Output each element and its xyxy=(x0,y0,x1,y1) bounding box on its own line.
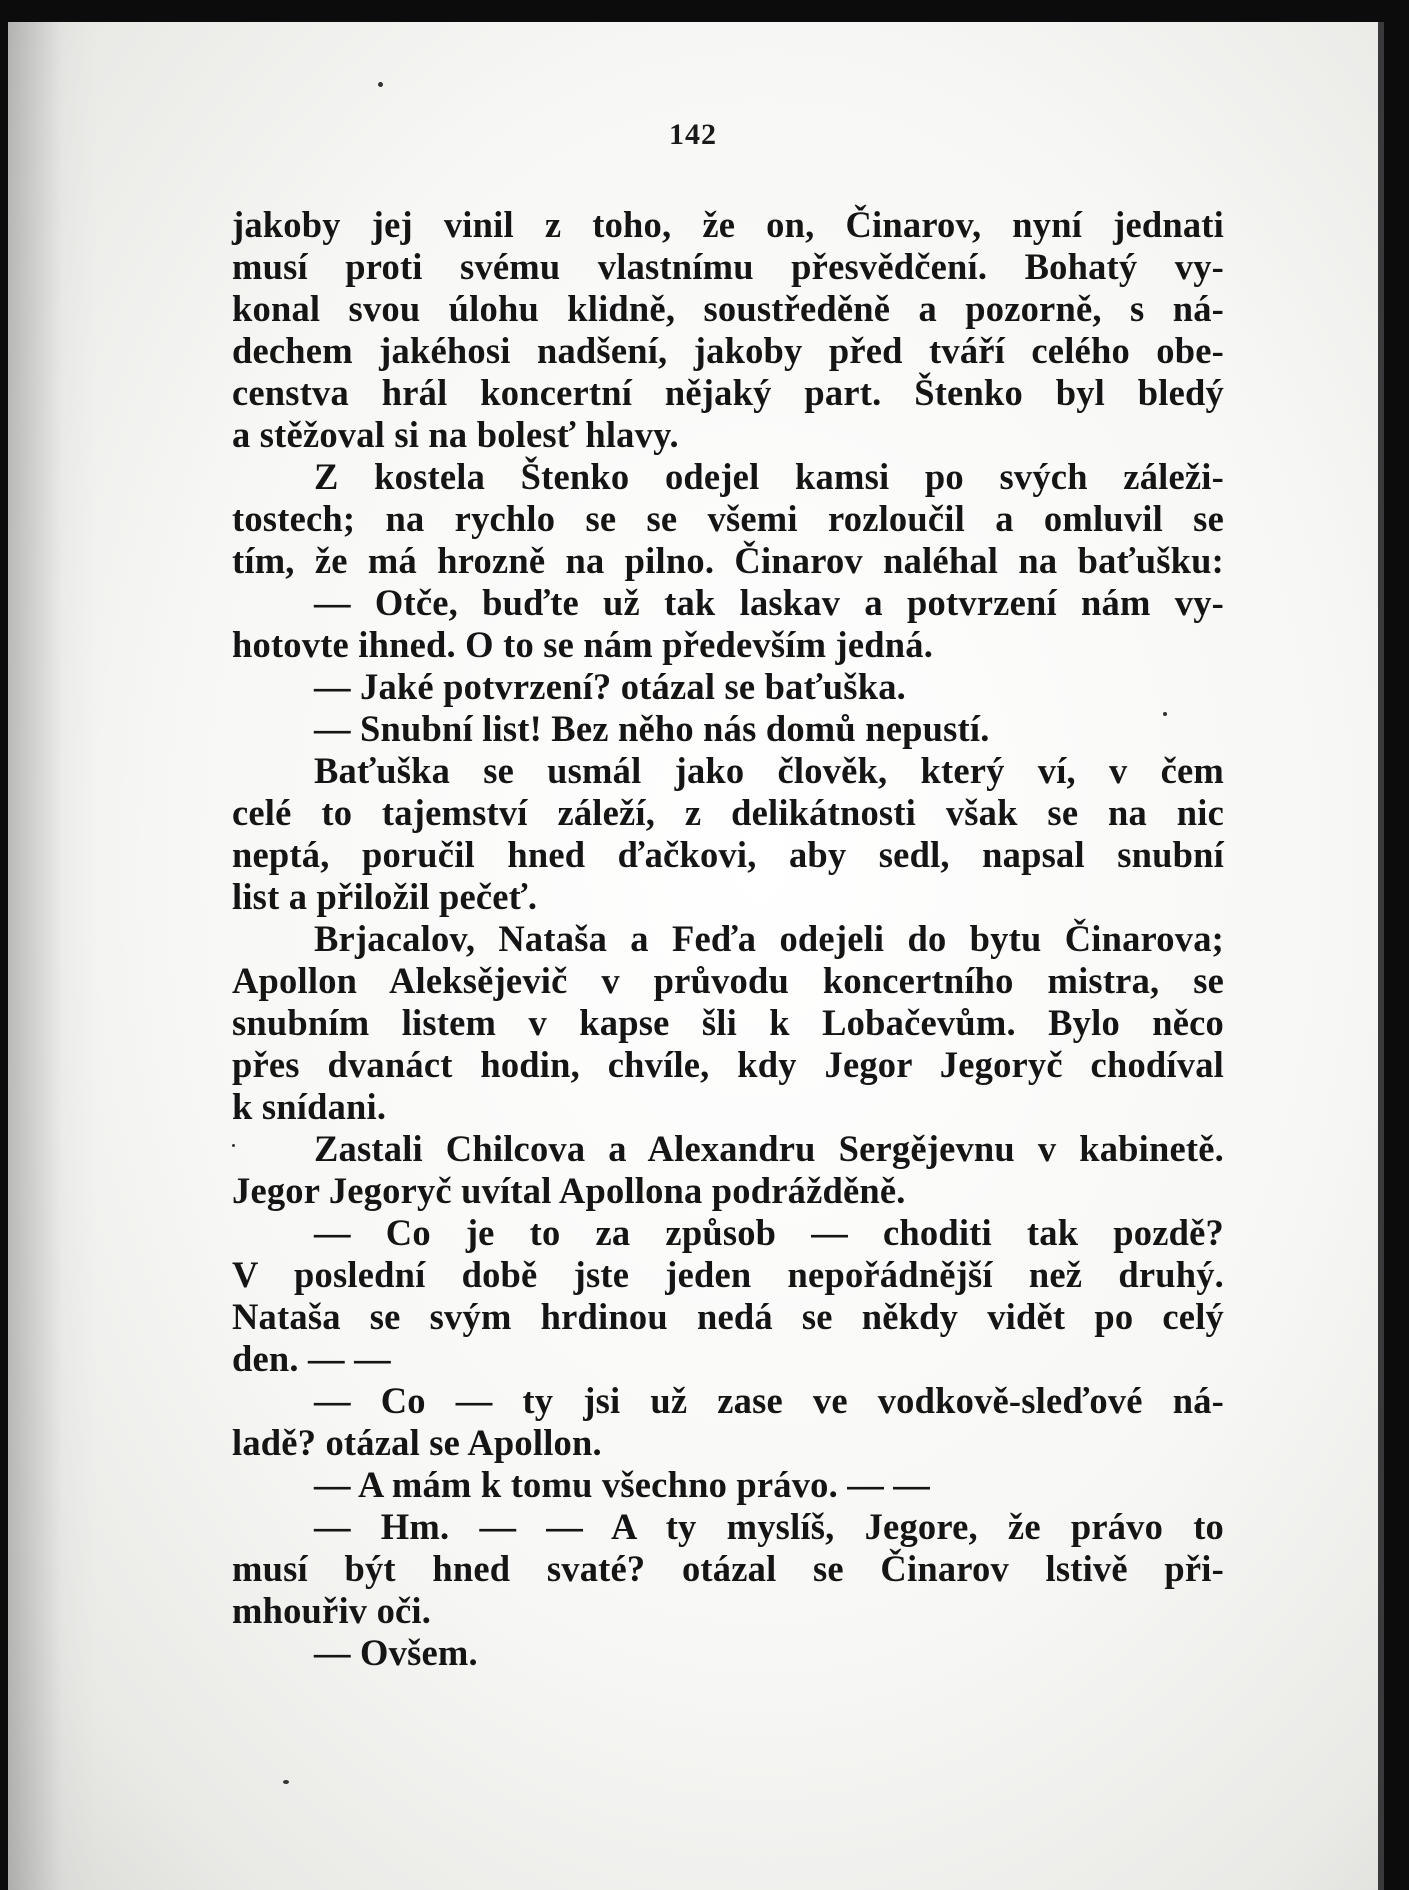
text-line: — Co je to za způsob — choditi tak pozdě? xyxy=(314,1212,1224,1253)
text-line: přes dvanáct hodin, chvíle, kdy Jegor Jegoryč chodíval xyxy=(232,1044,1224,1085)
text-line: — Otče, buďte už tak laskav a potvrzení nám vy- xyxy=(314,582,1224,623)
text-line: tostech; na rychlo se se všemi rozloučil a omluvil se xyxy=(232,498,1224,539)
text-line: celé to tajemství záleží, z delikátnosti však se na nic xyxy=(232,792,1224,833)
text-line: Nataša se svým hrdinou nedá se někdy vidět po celý xyxy=(232,1296,1224,1337)
text-line: censtva hrál koncertní nějaký part. Štenko byl bledý xyxy=(232,372,1224,413)
text-line: tím, že má hrozně na pilno. Činarov naléhal na baťušku: xyxy=(232,540,1224,581)
body-text xyxy=(232,204,1224,1674)
text-line: musí být hned svaté? otázal se Činarov lstivě při- xyxy=(232,1548,1224,1589)
text-line: — Ovšem. xyxy=(314,1632,478,1673)
text-line: konal svou úlohu klidně, soustředěně a pozorně, s ná- xyxy=(232,288,1224,329)
text-line: Baťuška se usmál jako člověk, který ví, v čem xyxy=(314,750,1224,791)
scan-speck xyxy=(1163,712,1167,716)
text-line: Zastali Chilcova a Alexandru Sergějevnu v kabinetě. xyxy=(314,1128,1224,1169)
text-line: — Snubní list! Bez něho nás domů nepustí. xyxy=(314,708,990,749)
scan-speck xyxy=(378,82,383,87)
text-line: Jegor Jegoryč uvítal Apollona podrážděně. xyxy=(232,1170,906,1211)
page-number: 142 xyxy=(669,118,717,151)
text-line: list a přiložil pečeť. xyxy=(232,876,538,917)
scan-speck xyxy=(283,1780,289,1784)
text-line: — A mám k tomu všechno právo. — — xyxy=(314,1464,930,1505)
text-line: Apollon Aleksějevič v průvodu koncertního mistra, se xyxy=(232,960,1224,1001)
text-line: — Co — ty jsi už zase ve vodkově-sleďové ná- xyxy=(314,1380,1224,1421)
text-line: hotovte ihned. O to se nám především jedná. xyxy=(232,624,934,665)
text-line: snubním listem v kapse šli k Lobačevům. Bylo něco xyxy=(232,1002,1224,1043)
text-line: k snídani. xyxy=(232,1086,387,1127)
text-line: neptá, poručil hned ďačkovi, aby sedl, napsal snubní xyxy=(232,834,1224,875)
text-line: mhouřiv oči. xyxy=(232,1590,432,1631)
scan-speck xyxy=(232,1144,235,1147)
text-line: Brjacalov, Nataša a Feďa odejeli do bytu Činarova; xyxy=(314,918,1224,959)
text-line: den. — — xyxy=(232,1338,391,1379)
text-line: — Hm. — — A ty myslíš, Jegore, že právo to xyxy=(314,1506,1224,1547)
text-line: a stěžoval si na bolesť hlavy. xyxy=(232,414,679,455)
text-line: musí proti svému vlastnímu přesvědčení. Bohatý vy- xyxy=(232,246,1224,287)
text-line: jakoby jej vinil z toho, že on, Činarov, nyní jednati xyxy=(232,204,1224,245)
text-line: Z kostela Štenko odejel kamsi po svých záleži- xyxy=(314,456,1224,497)
text-line: ladě? otázal se Apollon. xyxy=(232,1422,602,1463)
text-line: V poslední době jste jeden nepořádnější než druhý. xyxy=(232,1254,1224,1295)
text-line: dechem jakéhosi nadšení, jakoby před tváří celého obe- xyxy=(232,330,1224,371)
book-page xyxy=(8,22,1384,1890)
text-line: — Jaké potvrzení? otázal se baťuška. xyxy=(314,666,906,707)
